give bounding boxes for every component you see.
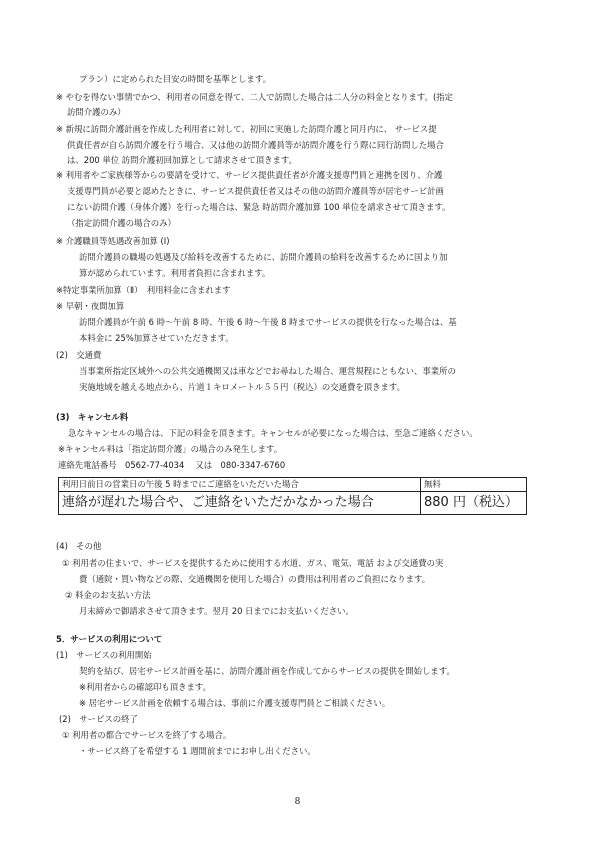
- text-line: (2) サービスの終了: [59, 714, 138, 724]
- table-cell: 880 円（税込）: [421, 492, 527, 515]
- text-line: 訪問介護のみ）: [67, 107, 126, 117]
- text-line: ※ やむを得ない事情でかつ、利用者の同意を得て、二人で訪問した場合は二人分の料金となります。(指定: [56, 92, 454, 102]
- text-line: ※特定事業所加算（Ⅱ） 利用料金に含まれます: [56, 285, 231, 295]
- table-row: [59, 478, 527, 492]
- contact-phone-line: 連絡先電話番号 0562-77-4034 又は 080-3347-6760: [58, 460, 286, 470]
- text-line: 月末締めで御請求させて頂きます。翌月 20 日までにお支払いください。: [79, 606, 354, 616]
- text-line: ・サービス終了を希望する 1 週間前までにお申し出ください。: [79, 746, 316, 756]
- text-line: 訪問介護員の職場の処遇及び給料を改善するために、訪問介護員の給料を改善するために国より加: [79, 252, 448, 262]
- text-line: 実施地域を越える地点から、片道１キロメートル５５円（税込）の交通費を頂きます。: [79, 382, 405, 392]
- text-line: ※ 新規に訪問介護計画を作成した利用者に対して、初回に実施した訪問介護と同月内に、 サービス提: [56, 124, 437, 134]
- text-line: 費（通院・買い物などの際、交通機関を使用した場合）の費用は利用者のご負担になります。: [79, 574, 431, 584]
- section-heading: (3) キャンセル料: [56, 412, 129, 422]
- text-line: ① 利用者の都合でサービスを終了する場合。: [62, 730, 232, 740]
- text-line: 支援専門員が必要と認めたときに、サービス提供責任者又はその他の訪問介護員等が居宅サービ計画: [67, 186, 444, 196]
- text-line: 供責任者が自ら訪問介護を行う場合、又は他の訪問介護員等が訪問介護を行う際に同行訪問した場合: [67, 140, 444, 150]
- text-line: は、200 単位 訪問介護初回加算として請求させて頂きます。: [67, 155, 298, 165]
- text-line: 急なキャンセルの場合は、下記の料金を頂きます。キャンセルが必要になった場合は、至急ご連絡ください。: [68, 428, 478, 438]
- text-line: 当事業所指定区域外への公共交通機関又は車などでお尋ねした場合、運営規程にともない、事業所の: [79, 366, 456, 376]
- cancel-fee-table: [58, 477, 527, 515]
- text-line: にない訪問介護（身体介護）を行った場合は、緊急 時訪問介護加算 100 単位を請求させて頂きます。: [67, 202, 451, 212]
- text-line: (2) 交通費: [56, 350, 102, 360]
- table-row: [59, 492, 527, 515]
- text-line: 訪問介護員が午前 6 時～午前 8 時、午後 6 時～午後 8 時までサービスの提供を行なった場合は、基: [79, 317, 457, 327]
- text-line: (1) サービスの利用開始: [56, 650, 152, 660]
- text-line: 算が認められています。利用者負担に含まれます。: [79, 268, 271, 278]
- text-line: ② 料金のお支払い方法: [65, 590, 151, 600]
- table-cell: 利用日前日の営業日の午後 5 時までにご連絡をいただいた場合: [59, 478, 421, 492]
- text-line: 本料金に 25%加算させていただきます。: [79, 333, 234, 343]
- text-line: ① 利用者の住まいで、サービスを提供するために使用する水道、ガス、電気、電話 および交通費の実: [62, 558, 444, 568]
- text-line: ※ 早朝・夜間加算: [56, 301, 125, 311]
- text-line: ※利用者からの確認印も頂きます。: [79, 682, 211, 692]
- text-line: ※キャンセル料は「指定訪問介護」の場合のみ発生します。: [58, 444, 283, 454]
- text-line: ※ 介護職員等処遇改善加算 (I): [56, 236, 170, 246]
- text-line: (4) その他: [56, 541, 102, 551]
- page-number: 8: [294, 797, 301, 807]
- table-cell: 連絡が遅れた場合や、ご連絡をいただかなかった場合: [59, 492, 421, 515]
- text-line: プラン）に定められた目安の時間を基準とします。: [79, 74, 271, 84]
- text-line: ※ 利用者やご家族様等からの要請を受けて、サービス提供責任者が介護支援専門員と連携を図り、介護: [56, 170, 443, 180]
- table-cell: 無料: [421, 478, 527, 492]
- text-line: 契約を結び、居宅サービス計画を基に、訪問介護計画を作成してからサービスの提供を開始します。: [79, 666, 455, 676]
- text-line: （指定訪問介護の場合のみ）: [67, 218, 176, 228]
- section-heading: 5．サービスの利用について: [56, 634, 163, 644]
- text-line: ※ 居宅サービス計画を依頼する場合は、事前に介護支援専門員とご相談ください。: [79, 698, 391, 708]
